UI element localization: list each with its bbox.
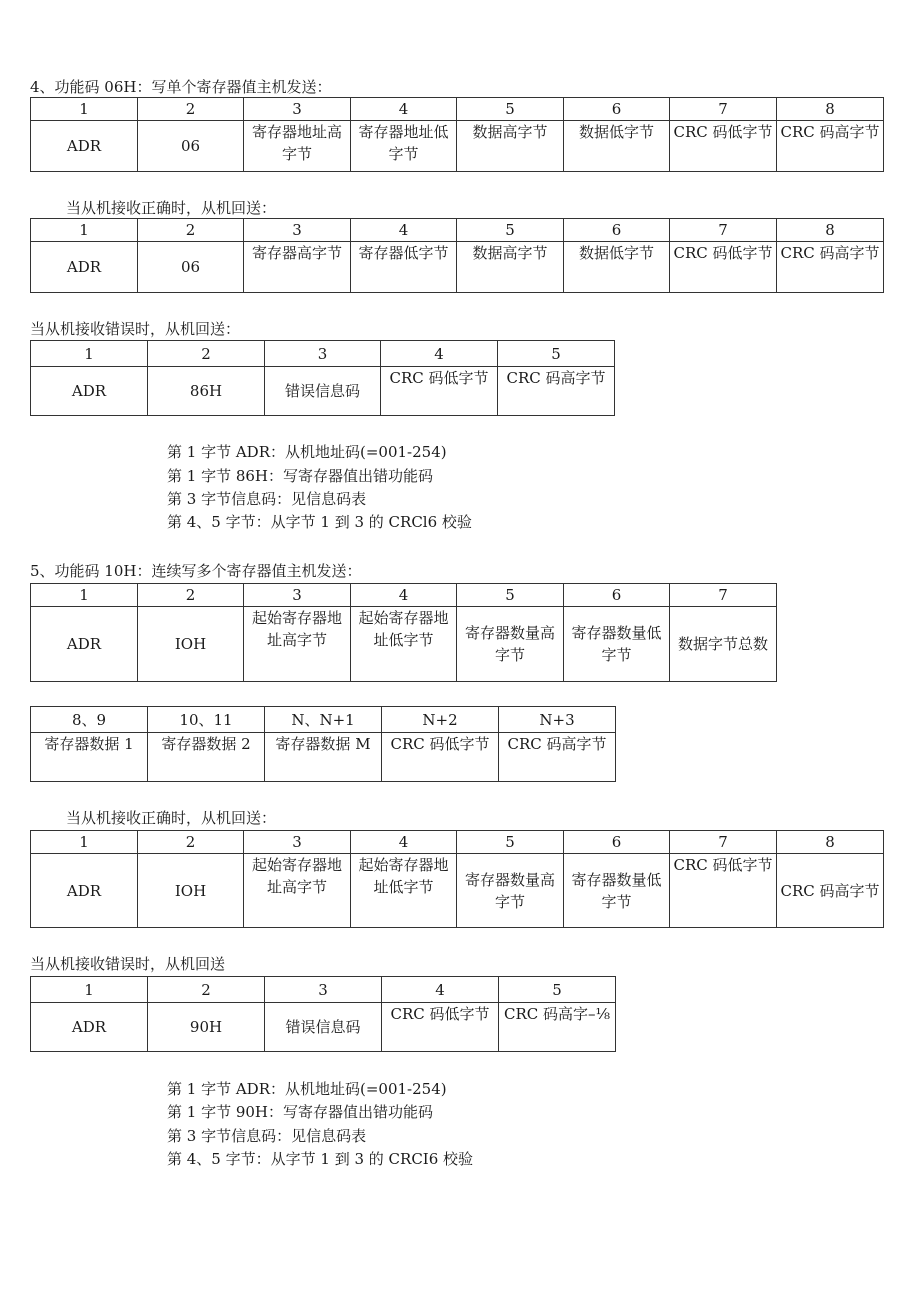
header-cell: 1 [31, 584, 138, 607]
header-cell: 7 [670, 219, 777, 242]
header-cell: 4 [382, 977, 499, 1003]
table-cell: 起始寄存器地址低字节 [351, 607, 457, 682]
s4-note-4: 第 4、5 字节：从字节 1 到 3 的 CRCl6 校验 [167, 513, 472, 531]
table-cell: 寄存器数量高字节 [457, 854, 564, 928]
table-cell: CRC 码低字节 [381, 367, 498, 416]
s4-err-table [30, 340, 615, 416]
table-cell: 寄存器数量高字节 [457, 607, 564, 682]
header-cell: 5 [457, 219, 564, 242]
table-cell: 寄存器地址高字节 [244, 121, 351, 172]
s4-send-table [30, 97, 884, 172]
header-cell: 7 [670, 584, 777, 607]
header-cell: 6 [564, 584, 670, 607]
header-cell: 4 [381, 341, 498, 367]
table-cell: 错误信息码 [265, 367, 381, 416]
table-cell: CRC 码高字–⅛ [499, 1003, 616, 1052]
header-cell: 1 [31, 98, 138, 121]
header-cell: 2 [148, 977, 265, 1003]
table-cell: ADR [31, 121, 138, 172]
header-cell: 7 [670, 98, 777, 121]
header-cell: N+2 [382, 707, 499, 733]
s5-send-table-b [30, 706, 616, 782]
table-cell: 06 [138, 121, 244, 172]
s5-err-caption: 当从机接收错误时，从机回送 [30, 955, 226, 973]
header-cell: N、N+1 [265, 707, 382, 733]
header-cell: 5 [498, 341, 615, 367]
s5-send-table-a [30, 583, 777, 682]
table-cell: 寄存器高字节 [244, 242, 351, 293]
header-cell: 8 [777, 98, 884, 121]
header-cell: 10、11 [148, 707, 265, 733]
table-cell: 86H [148, 367, 265, 416]
table-cell: ADR [31, 367, 148, 416]
header-cell: 3 [244, 98, 351, 121]
table-cell: CRC 码高字节 [777, 242, 884, 293]
table-cell: 寄存器数据 2 [148, 733, 265, 782]
table-cell: 寄存器地址低字节 [351, 121, 457, 172]
table-cell: 起始寄存器地址高字节 [244, 607, 351, 682]
header-cell: 1 [31, 219, 138, 242]
header-cell: 5 [499, 977, 616, 1003]
section-4-heading: 4、功能码 06H：写单个寄存器值主机发送： [30, 78, 332, 96]
table-cell: 06 [138, 242, 244, 293]
header-cell: 3 [265, 977, 382, 1003]
table-cell: 寄存器数量低字节 [564, 607, 670, 682]
table-cell: ADR [31, 607, 138, 682]
header-cell: 3 [244, 584, 351, 607]
header-cell: 1 [31, 341, 148, 367]
header-cell: 2 [138, 98, 244, 121]
table-cell: ADR [31, 854, 138, 928]
s4-note-3: 第 3 字节信息码：见信息码表 [167, 490, 367, 508]
table-cell: 90H [148, 1003, 265, 1052]
header-cell: 2 [138, 831, 244, 854]
header-cell: 4 [351, 219, 457, 242]
header-cell: 3 [244, 831, 351, 854]
s4-note-2: 第 1 字节 86H：写寄存器值出错功能码 [167, 467, 434, 485]
table-cell: 寄存器数量低字节 [564, 854, 670, 928]
header-cell: 7 [670, 831, 777, 854]
table-cell: IOH [138, 854, 244, 928]
s4-err-caption: 当从机接收错误时，从机回送： [30, 320, 241, 338]
header-cell: 2 [138, 584, 244, 607]
header-cell: 8、9 [31, 707, 148, 733]
table-cell: CRC 码低字节 [382, 733, 499, 782]
header-cell: 3 [265, 341, 381, 367]
table-cell: CRC 码高字节 [499, 733, 616, 782]
s4-ok-table [30, 218, 884, 293]
s5-note-2: 第 1 字节 90H：写寄存器值出错功能码 [167, 1103, 434, 1121]
table-cell: 寄存器低字节 [351, 242, 457, 293]
table-cell: CRC 码低字节 [670, 854, 777, 928]
table-cell: 数据字节总数 [670, 607, 777, 682]
header-cell: 5 [457, 98, 564, 121]
header-cell: 6 [564, 219, 670, 242]
header-cell: 6 [564, 98, 670, 121]
header-cell: 3 [244, 219, 351, 242]
table-cell: ADR [31, 1003, 148, 1052]
table-cell: 数据高字节 [457, 121, 564, 172]
header-cell: 4 [351, 831, 457, 854]
table-cell: CRC 码高字节 [498, 367, 615, 416]
header-cell: 8 [777, 219, 884, 242]
table-cell: 寄存器数据 1 [31, 733, 148, 782]
s5-err-table [30, 976, 616, 1052]
table-cell: CRC 码低字节 [670, 121, 777, 172]
table-cell: 寄存器数据 M [265, 733, 382, 782]
table-cell: 数据高字节 [457, 242, 564, 293]
s5-ok-caption: 当从机接收正确时，从机回送： [66, 809, 277, 827]
header-cell: 4 [351, 98, 457, 121]
s4-note-1: 第 1 字节 ADR：从机地址码(=001-254) [167, 443, 447, 461]
table-cell: CRC 码高字节 [777, 121, 884, 172]
s5-note-4: 第 4、5 字节：从字节 1 到 3 的 CRCI6 校验 [167, 1150, 474, 1168]
table-cell: CRC 码低字节 [670, 242, 777, 293]
table-cell: 数据低字节 [564, 242, 670, 293]
s5-note-1: 第 1 字节 ADR：从机地址码(=001-254) [167, 1080, 447, 1098]
s5-ok-table [30, 830, 884, 928]
table-cell: 数据低字节 [564, 121, 670, 172]
header-cell: 2 [138, 219, 244, 242]
section-5-heading: 5、功能码 10H：连续写多个寄存器值主机发送： [30, 562, 362, 580]
table-cell: CRC 码低字节 [382, 1003, 499, 1052]
table-cell: CRC 码高字节 [777, 854, 884, 928]
table-cell: ADR [31, 242, 138, 293]
s5-note-3: 第 3 字节信息码：见信息码表 [167, 1127, 367, 1145]
header-cell: 5 [457, 584, 564, 607]
header-cell: 2 [148, 341, 265, 367]
header-cell: 4 [351, 584, 457, 607]
header-cell: 8 [777, 831, 884, 854]
table-cell: 起始寄存器地址低字节 [351, 854, 457, 928]
table-cell: 起始寄存器地址高字节 [244, 854, 351, 928]
table-cell: IOH [138, 607, 244, 682]
header-cell: 1 [31, 831, 138, 854]
s4-ok-caption: 当从机接收正确时，从机回送： [66, 199, 277, 217]
header-cell: 5 [457, 831, 564, 854]
header-cell: N+3 [499, 707, 616, 733]
header-cell: 6 [564, 831, 670, 854]
table-cell: 错误信息码 [265, 1003, 382, 1052]
header-cell: 1 [31, 977, 148, 1003]
